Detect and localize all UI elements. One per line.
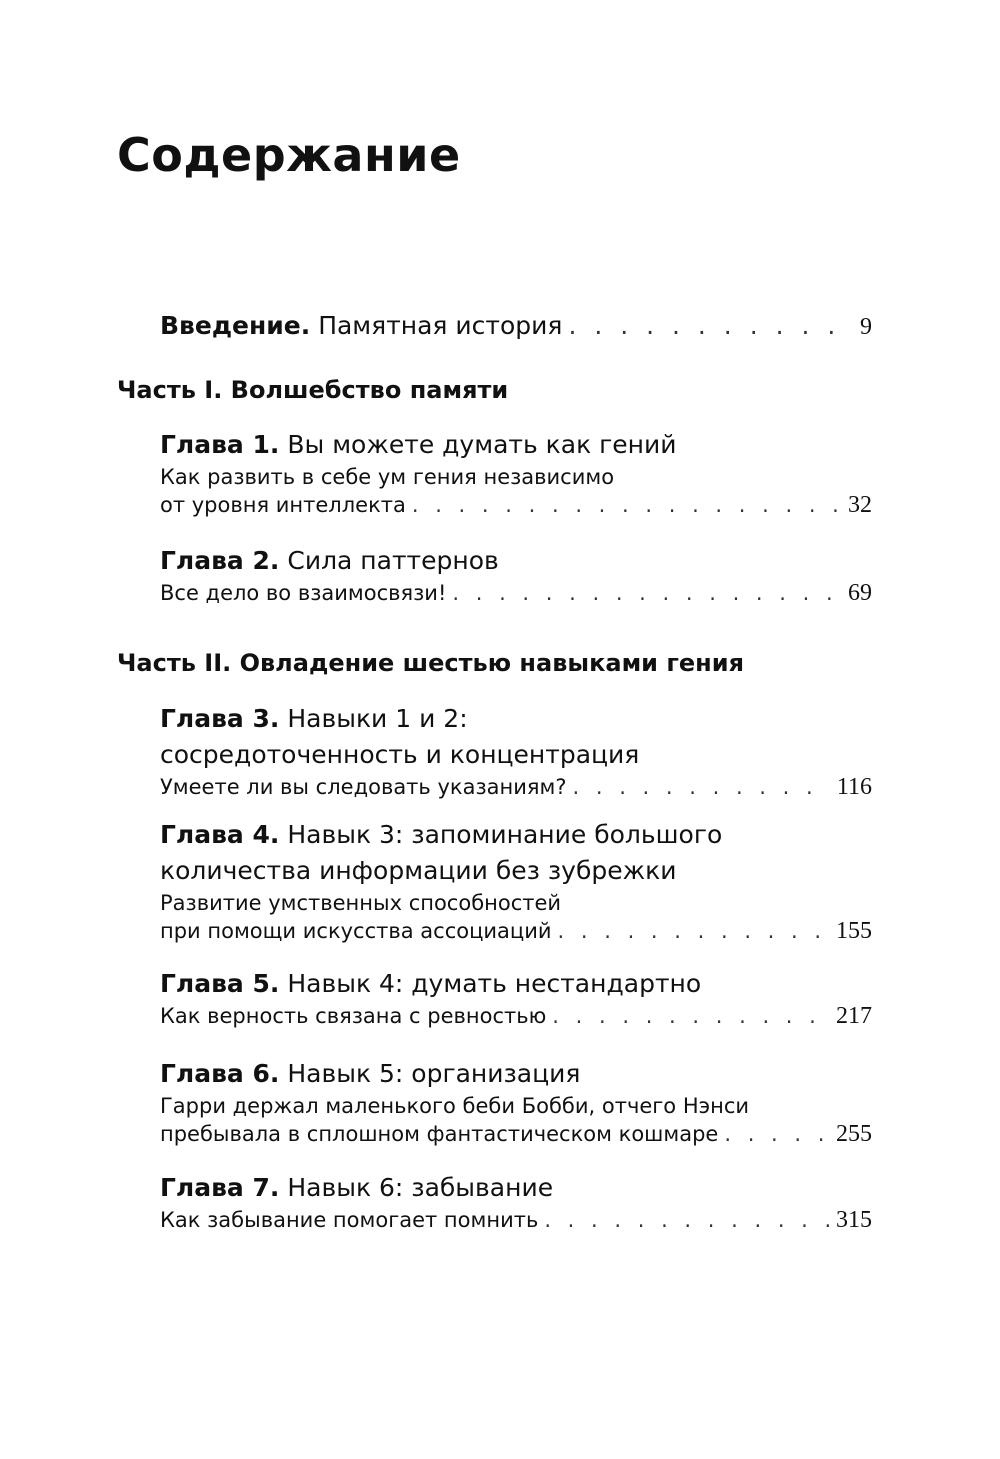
chapter-label: Глава 5. [160, 969, 280, 998]
intro-text: Памятная история [318, 311, 563, 340]
chapter-label: Глава 7. [160, 1173, 280, 1202]
chapter-title: Навык 5: организация [287, 1059, 581, 1088]
chapter-title: Навык 6: забывание [287, 1173, 554, 1202]
chapter-subtitle: от уровня интеллекта [160, 493, 406, 517]
chapter-subtitle: пребывала в сплошном фантастическом кошмаре [160, 1122, 719, 1146]
chapter-title: Вы можете думать как гений [287, 430, 677, 459]
chapter-subtitle: Развитие умственных способностей [160, 891, 562, 915]
part-heading: Часть II. Овладение шестью навыками гения [117, 649, 744, 677]
leader-dots [558, 917, 830, 945]
chapter-title: Навык 3: запоминание большого [287, 820, 723, 849]
toc-entry-chapter-1[interactable] [160, 427, 872, 519]
leader-dots [573, 773, 831, 801]
chapter-label: Глава 2. [160, 546, 280, 575]
page-number: 315 [836, 1207, 872, 1233]
toc-entry-chapter-4[interactable] [160, 817, 872, 945]
toc-entry-chapter-2[interactable] [160, 543, 872, 607]
leader-dots [552, 1002, 830, 1030]
chapter-title: Навык 4: думать нестандартно [287, 969, 702, 998]
page-number: 32 [848, 492, 872, 518]
page-number: 116 [836, 774, 872, 800]
leader-dots [544, 1206, 830, 1234]
page-number: 69 [848, 580, 872, 606]
chapter-subtitle: при помощи искусства ассоциаций [160, 919, 552, 943]
page-number: 217 [836, 1003, 872, 1029]
chapter-label: Глава 1. [160, 430, 280, 459]
toc-entry-intro[interactable] [160, 308, 872, 345]
page-number: 155 [836, 918, 872, 944]
leader-dots [724, 1120, 830, 1148]
chapter-subtitle: Как забывание помогает помнить [160, 1208, 539, 1232]
leader-dots [568, 308, 854, 344]
chapter-title: Сила паттернов [287, 546, 499, 575]
chapter-title-continued: сосредоточенность и концентрация [160, 740, 640, 769]
toc-entry-chapter-7[interactable] [160, 1170, 872, 1234]
toc-entry-chapter-6[interactable] [160, 1056, 872, 1148]
chapter-subtitle: Умеете ли вы следовать указаниям? [160, 775, 567, 799]
chapter-subtitle: Гарри держал маленького беби Бобби, отчего Нэнси [160, 1094, 750, 1118]
chapter-title: Навыки 1 и 2: [287, 704, 468, 733]
intro-label: Введение. [160, 311, 311, 340]
page-number: 255 [836, 1121, 872, 1147]
chapter-subtitle: Как верность связана с ревностью [160, 1004, 547, 1028]
chapter-subtitle: Все дело во взаимосвязи! [160, 581, 447, 605]
page-number: 9 [860, 314, 872, 340]
toc-entry-chapter-3[interactable] [160, 701, 872, 801]
chapter-label: Глава 3. [160, 704, 280, 733]
page-title: Содержание [117, 128, 461, 182]
toc-entry-chapter-5[interactable] [160, 966, 872, 1030]
chapter-subtitle: Как развить в себе ум гения независимо [160, 465, 615, 489]
chapter-title-continued: количества информации без зубрежки [160, 856, 677, 885]
part-heading: Часть I. Волшебство памяти [117, 376, 509, 404]
leader-dots [412, 491, 842, 519]
leader-dots [452, 579, 842, 607]
chapter-label: Глава 4. [160, 820, 280, 849]
chapter-label: Глава 6. [160, 1059, 280, 1088]
